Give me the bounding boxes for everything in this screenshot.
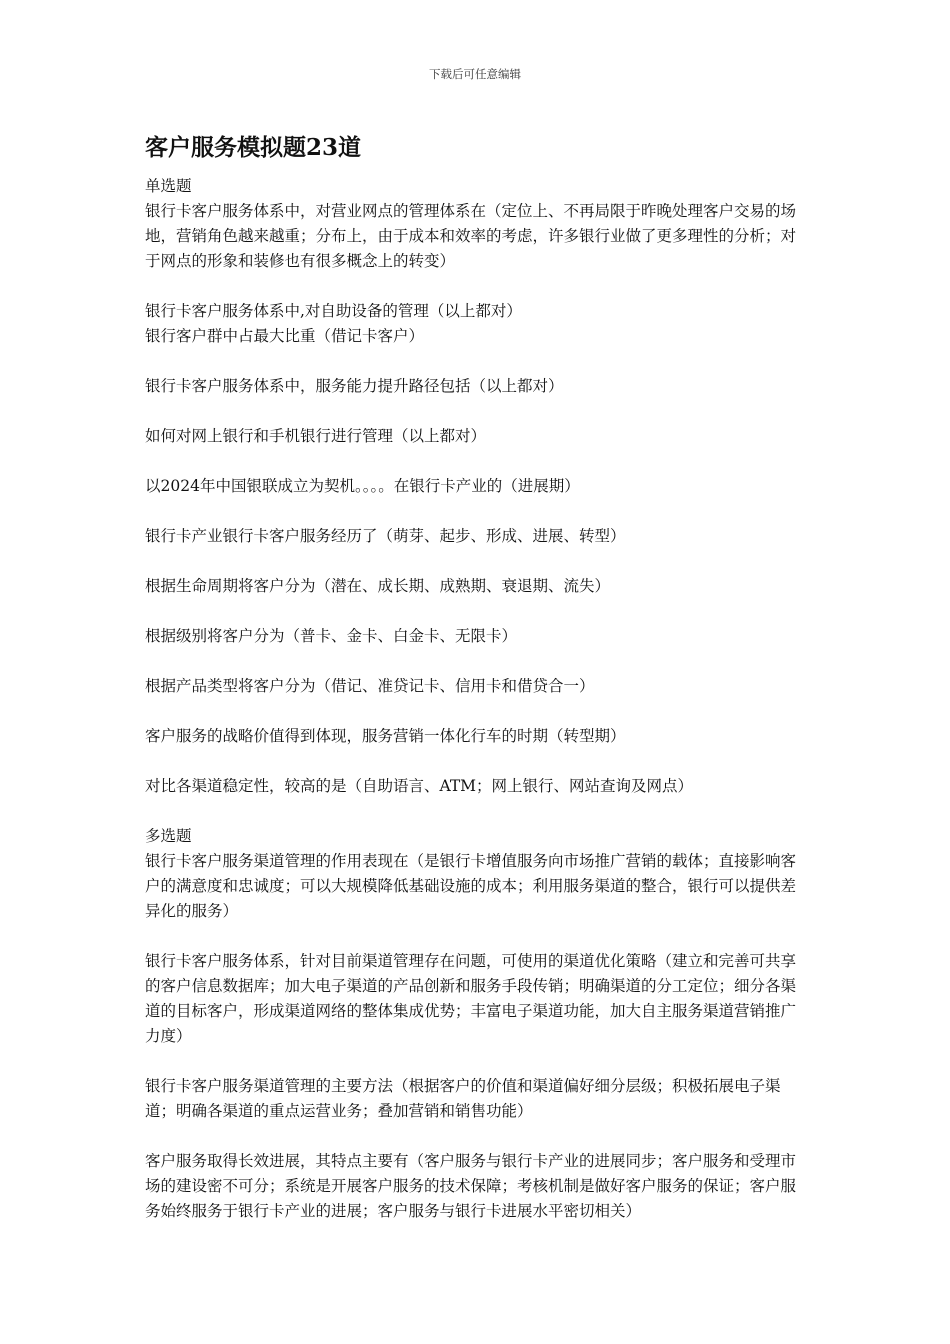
spacer: [145, 749, 810, 774]
spacer: [145, 399, 810, 424]
question-item: 以2024年中国银联成立为契机。。。。在银行卡产业的（进展期）: [145, 477, 580, 495]
spacer: [145, 549, 810, 574]
question-item: 对比各渠道稳定性，较高的是（自助语言、ATM；网上银行、网站查询及网点）: [145, 777, 694, 795]
spacer: [145, 1049, 810, 1074]
header-note: 下载后可任意编辑: [429, 67, 521, 81]
question-item: 根据级别将客户分为（普卡、金卡、白金卡、无限卡）: [145, 627, 518, 645]
document-body: [145, 132, 810, 1224]
spacer: [145, 599, 810, 624]
question-item: 银行卡产业银行卡客户服务经历了（萌芽、起步、形成、进展、转型）: [145, 527, 626, 545]
spacer: [145, 924, 810, 949]
spacer: [145, 1124, 810, 1149]
question-item: 银行卡客户服务体系中，对营业网点的管理体系在（定位上、不再局限于昨晚处理客户交易的场地，营销角色越来越重；分布上，由于成本和效率的考虑，许多银行业做了更多理性的分析；对于网点的形象和装修也有很多概念上的转变）: [145, 202, 797, 270]
question-item: 银行客户群中占最大比重（借记卡客户）: [145, 327, 425, 345]
spacer: [145, 349, 810, 374]
question-item: 客户服务取得长效进展，其特点主要有（客户服务与银行卡产业的进展同步；客户服务和受理市场的建设密不可分；系统是开展客户服务的技术保障；考核机制是做好客户服务的保证；客户服务始终服务于银行卡产业的进展；客户服务与银行卡进展水平密切相关）: [145, 1152, 797, 1220]
question-item: 银行卡客户服务渠道管理的主要方法（根据客户的价值和渠道偏好细分层级；积极拓展电子渠道；明确各渠道的重点运营业务；叠加营销和销售功能）: [145, 1077, 781, 1120]
question-item: 客户服务的战略价值得到体现，服务营销一体化行车的时期（转型期）: [145, 727, 626, 745]
question-item: 银行卡客户服务体系，针对目前渠道管理存在问题，可使用的渠道优化策略（建立和完善可共享的客户信息数据库；加大电子渠道的产品创新和服务手段传销；明确渠道的分工定位；细分各渠道的目标客户，形成渠道网络的整体集成优势；丰富电子渠道功能，加大自主服务渠道营销推广力度）: [145, 952, 797, 1045]
question-item: 银行卡客户服务体系中,对自助设备的管理（以上都对）: [145, 302, 522, 320]
question-item: 如何对网上银行和手机银行进行管理（以上都对）: [145, 427, 487, 445]
spacer: [145, 274, 810, 299]
spacer: [145, 499, 810, 524]
question-item: 根据产品类型将客户分为（借记、准贷记卡、信用卡和借贷合一）: [145, 677, 595, 695]
question-item: 银行卡客户服务体系中，服务能力提升路径包括（以上都对）: [145, 377, 564, 395]
spacer: [145, 699, 810, 724]
page-title: 客户服务模拟题23道: [145, 134, 362, 161]
spacer: [145, 799, 810, 824]
question-item: 银行卡客户服务渠道管理的作用表现在（是银行卡增值服务向市场推广营销的载体；直接影响客户的满意度和忠诚度；可以大规模降低基础设施的成本；利用服务渠道的整合，银行可以提供差异化的服务）: [145, 852, 797, 920]
spacer: [145, 649, 810, 674]
section-label-single-choice: 单选题: [145, 177, 192, 195]
section-label-multiple-choice: 多选题: [145, 827, 192, 845]
spacer: [145, 449, 810, 474]
question-item: 根据生命周期将客户分为（潜在、成长期、成熟期、衰退期、流失）: [145, 577, 611, 595]
